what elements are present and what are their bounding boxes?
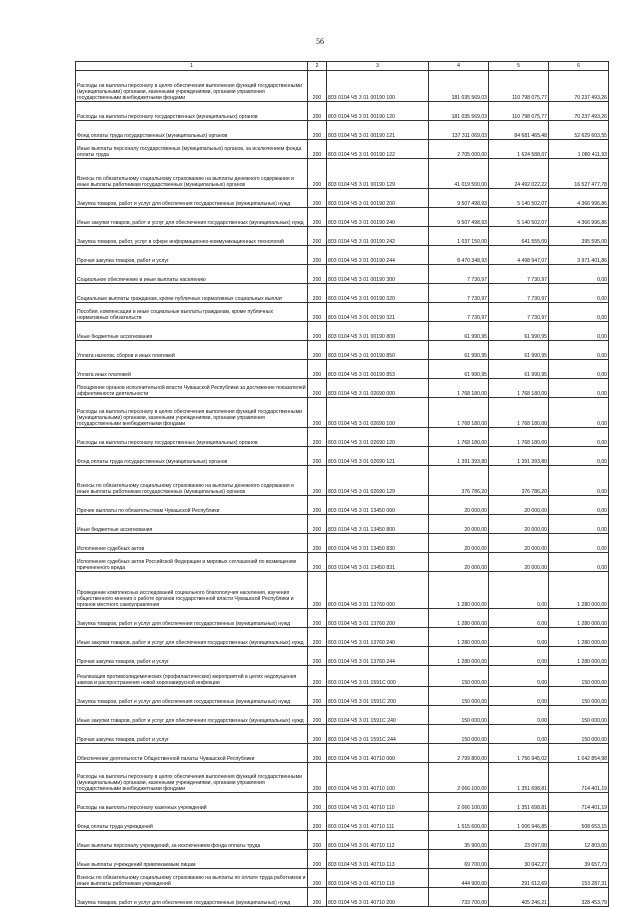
table-row: [76, 534, 609, 553]
row-name-cell: Прочая закупка товаров, работ и услуг: [76, 246, 308, 265]
table-row: [76, 322, 609, 341]
row-line-code-cell: 200: [308, 447, 327, 466]
row-executed-amount-cell: 23 097,00: [489, 831, 549, 850]
row-executed-amount-cell: 1 006 946,85: [489, 812, 549, 831]
row-classification-code-cell: 803 0104 Ч5 3 01 40710 111: [327, 812, 429, 831]
row-name-cell: Расходы на выплаты персоналу в целях обеспечения выполнения функций государственными (муниципальными) органами, казенными учреждениями, органами управления государственными внебюджетными фондами: [76, 398, 308, 428]
row-name-cell: Уплата иных платежей: [76, 360, 308, 379]
row-name-cell: Иные выплаты учреждений привлекаемым лицам: [76, 850, 308, 869]
row-remaining-amount-cell: 714 401,19: [549, 793, 609, 812]
row-approved-amount-cell: 8 470 348,93: [429, 246, 489, 265]
row-remaining-amount-cell: 150 000,00: [549, 666, 609, 687]
row-line-code-cell: 200: [308, 398, 327, 428]
row-name-cell: Проведение комплексных исследований социального благополучия населения, изучения общественного мнения о работе органов государственной власти Чувашской Республики и органов местного самоуправления: [76, 572, 308, 609]
row-approved-amount-cell: 181 035 569,03: [429, 71, 489, 102]
table-row: [76, 744, 609, 763]
row-classification-code-cell: 803 0104 Ч5 3 01 1591C 240: [327, 706, 429, 725]
row-approved-amount-cell: 2 799 800,00: [429, 744, 489, 763]
row-approved-amount-cell: 61 990,95: [429, 322, 489, 341]
table-row: [76, 428, 609, 447]
row-line-code-cell: 200: [308, 515, 327, 534]
row-line-code-cell: 200: [308, 189, 327, 208]
row-approved-amount-cell: 181 035 569,03: [429, 102, 489, 121]
row-executed-amount-cell: 1 768 180,00: [489, 428, 549, 447]
row-remaining-amount-cell: 0,00: [549, 466, 609, 496]
row-executed-amount-cell: 30 042,27: [489, 850, 549, 869]
row-executed-amount-cell: 0,00: [489, 725, 549, 744]
row-line-code-cell: 200: [308, 572, 327, 609]
row-line-code-cell: 200: [308, 303, 327, 322]
table-row: [76, 102, 609, 121]
row-name-cell: Фонд оплаты труда государственных (муниципальных) органов: [76, 121, 308, 140]
row-remaining-amount-cell: 0,00: [549, 360, 609, 379]
row-classification-code-cell: 803 0104 Ч5 3 01 02690 129: [327, 466, 429, 496]
row-approved-amount-cell: 2 066 100,00: [429, 793, 489, 812]
row-remaining-amount-cell: 4 366 996,86: [549, 189, 609, 208]
row-approved-amount-cell: 376 786,20: [429, 466, 489, 496]
table-row: [76, 628, 609, 647]
column-header-classification-code: 3: [327, 62, 429, 71]
row-line-code-cell: 200: [308, 208, 327, 227]
row-remaining-amount-cell: 0,00: [549, 553, 609, 572]
row-line-code-cell: 200: [308, 647, 327, 666]
row-name-cell: Закупка товаров, работ, услуг в сфере информационно-коммуникационных технологий: [76, 227, 308, 246]
row-remaining-amount-cell: 4 366 996,86: [549, 208, 609, 227]
row-approved-amount-cell: 20 000,00: [429, 515, 489, 534]
row-remaining-amount-cell: 150 000,00: [549, 687, 609, 706]
table-row: [76, 572, 609, 609]
row-remaining-amount-cell: 12 803,00: [549, 831, 609, 850]
table-row: [76, 812, 609, 831]
row-remaining-amount-cell: 0,00: [549, 398, 609, 428]
table-row: [76, 447, 609, 466]
row-remaining-amount-cell: 0,00: [549, 265, 609, 284]
row-name-cell: Социальное обеспечение и иные выплаты населению: [76, 265, 308, 284]
row-remaining-amount-cell: 0,00: [549, 303, 609, 322]
row-remaining-amount-cell: 508 653,15: [549, 812, 609, 831]
row-approved-amount-cell: 1 280 000,00: [429, 647, 489, 666]
row-approved-amount-cell: 61 990,95: [429, 341, 489, 360]
row-line-code-cell: 200: [308, 71, 327, 102]
row-executed-amount-cell: 0,00: [489, 647, 549, 666]
row-name-cell: Взносы по обязательному социальному страхованию на выплаты денежного содержания и иные выплаты работникам государственных (муниципальных) органов: [76, 159, 308, 189]
row-executed-amount-cell: 291 612,69: [489, 869, 549, 888]
row-executed-amount-cell: 20 000,00: [489, 553, 549, 572]
row-remaining-amount-cell: 1 280 000,00: [549, 647, 609, 666]
row-name-cell: Расходы на выплаты персоналу казенных учреждений: [76, 793, 308, 812]
row-name-cell: Закупка товаров, работ и услуг для обеспечения государственных (муниципальных) нужд: [76, 609, 308, 628]
row-name-cell: Исполнение судебных актов Российской Федерации и мировых соглашений по возмещению причиненного вреда: [76, 553, 308, 572]
row-executed-amount-cell: 0,00: [489, 572, 549, 609]
table-row: [76, 466, 609, 496]
row-classification-code-cell: 803 0104 Ч5 3 01 40710 110: [327, 793, 429, 812]
row-classification-code-cell: 803 0104 Ч5 3 01 13760 000: [327, 572, 429, 609]
row-executed-amount-cell: 1 351 698,81: [489, 793, 549, 812]
table-row: [76, 609, 609, 628]
column-header-remaining: 6: [549, 62, 609, 71]
row-approved-amount-cell: 7 730,97: [429, 265, 489, 284]
row-executed-amount-cell: 1 768 180,00: [489, 379, 549, 398]
row-name-cell: Поощрение органов исполнительной власти Чувашской Республики за достижение показателей эффективности деятельности: [76, 379, 308, 398]
row-approved-amount-cell: 35 900,00: [429, 831, 489, 850]
row-approved-amount-cell: 1 280 000,00: [429, 628, 489, 647]
row-approved-amount-cell: 1 037 150,00: [429, 227, 489, 246]
row-name-cell: Иные бюджетные ассигнования: [76, 515, 308, 534]
row-executed-amount-cell: 405 246,21: [489, 888, 549, 907]
row-name-cell: Иные закупки товаров, работ и услуг для обеспечения государственных (муниципальных) нужд: [76, 208, 308, 227]
row-executed-amount-cell: 1 624 588,07: [489, 140, 549, 159]
row-classification-code-cell: 803 0104 Ч5 3 01 00190 240: [327, 208, 429, 227]
row-classification-code-cell: 803 0104 Ч5 3 01 00190 120: [327, 102, 429, 121]
row-approved-amount-cell: 1 280 000,00: [429, 572, 489, 609]
table-row: [76, 869, 609, 888]
row-remaining-amount-cell: 0,00: [549, 515, 609, 534]
table-row: [76, 888, 609, 907]
row-executed-amount-cell: 7 730,97: [489, 284, 549, 303]
row-approved-amount-cell: 9 507 498,93: [429, 208, 489, 227]
row-line-code-cell: 200: [308, 706, 327, 725]
row-classification-code-cell: 803 0104 Ч5 3 01 02690 120: [327, 428, 429, 447]
table-row: [76, 793, 609, 812]
table-row: [76, 763, 609, 793]
row-classification-code-cell: 803 0104 Ч5 3 01 13450 830: [327, 534, 429, 553]
row-classification-code-cell: 803 0104 Ч5 3 01 00190 100: [327, 71, 429, 102]
row-executed-amount-cell: 0,00: [489, 706, 549, 725]
row-name-cell: Иные закупки товаров, работ и услуг для обеспечения государственных (муниципальных) нужд: [76, 706, 308, 725]
row-line-code-cell: 200: [308, 428, 327, 447]
table-row: [76, 379, 609, 398]
row-remaining-amount-cell: 3 971 401,86: [549, 246, 609, 265]
table-row: [76, 140, 609, 159]
row-line-code-cell: 200: [308, 687, 327, 706]
row-remaining-amount-cell: 0,00: [549, 447, 609, 466]
row-classification-code-cell: 803 0104 Ч5 3 01 02690 100: [327, 398, 429, 428]
row-executed-amount-cell: 0,00: [489, 609, 549, 628]
row-remaining-amount-cell: 1 042 854,98: [549, 744, 609, 763]
row-name-cell: Фонд оплаты труда государственных (муниципальных) органов: [76, 447, 308, 466]
table-body: [76, 71, 609, 907]
row-remaining-amount-cell: 0,00: [549, 284, 609, 303]
row-line-code-cell: 200: [308, 341, 327, 360]
row-classification-code-cell: 803 0104 Ч5 3 01 13450 800: [327, 515, 429, 534]
row-line-code-cell: 200: [308, 725, 327, 744]
table-row: [76, 341, 609, 360]
row-remaining-amount-cell: 153 287,31: [549, 869, 609, 888]
row-classification-code-cell: 803 0104 Ч5 3 01 40710 112: [327, 831, 429, 850]
column-header-name: 1: [76, 62, 308, 71]
row-approved-amount-cell: 69 700,00: [429, 850, 489, 869]
row-executed-amount-cell: 61 990,95: [489, 360, 549, 379]
row-name-cell: Пособия, компенсации и иные социальные выплаты гражданам, кроме публичных нормативных обязательств: [76, 303, 308, 322]
row-executed-amount-cell: 5 140 502,07: [489, 189, 549, 208]
row-remaining-amount-cell: 70 237 493,26: [549, 71, 609, 102]
row-line-code-cell: 200: [308, 227, 327, 246]
row-approved-amount-cell: 150 000,00: [429, 666, 489, 687]
row-approved-amount-cell: 733 700,00: [429, 888, 489, 907]
row-executed-amount-cell: 110 798 075,77: [489, 102, 549, 121]
column-header-approved: 4: [429, 62, 489, 71]
table-row: [76, 227, 609, 246]
row-classification-code-cell: 803 0104 Ч5 3 01 40710 200: [327, 888, 429, 907]
row-name-cell: Реализация противоэпидемических (профилактических) мероприятий в целях недопущения завоза и распространения новой коронавирусной инфекции: [76, 666, 308, 687]
row-classification-code-cell: 803 0104 Ч5 3 01 02690 121: [327, 447, 429, 466]
row-line-code-cell: 200: [308, 744, 327, 763]
row-classification-code-cell: 803 0104 Ч5 3 01 00190 244: [327, 246, 429, 265]
row-line-code-cell: 200: [308, 246, 327, 265]
table-row: [76, 496, 609, 515]
row-remaining-amount-cell: 1 280 000,00: [549, 628, 609, 647]
table-row: [76, 553, 609, 572]
table-row: [76, 398, 609, 428]
row-approved-amount-cell: 20 000,00: [429, 553, 489, 572]
row-line-code-cell: 200: [308, 265, 327, 284]
row-line-code-cell: 200: [308, 284, 327, 303]
row-name-cell: Иные закупки товаров, работ и услуг для обеспечения государственных (муниципальных) нужд: [76, 628, 308, 647]
row-name-cell: Закупка товаров, работ и услуг для обеспечения государственных (муниципальных) нужд: [76, 189, 308, 208]
row-classification-code-cell: 803 0104 Ч5 3 01 40710 100: [327, 763, 429, 793]
row-classification-code-cell: 803 0104 Ч5 3 01 02690 000: [327, 379, 429, 398]
row-name-cell: Расходы на выплаты персоналу государственных (муниципальных) органов: [76, 102, 308, 121]
row-classification-code-cell: 803 0104 Ч5 3 01 40710 000: [327, 744, 429, 763]
table-row: [76, 71, 609, 102]
row-name-cell: Расходы на выплаты персоналу государственных (муниципальных) органов: [76, 428, 308, 447]
row-executed-amount-cell: 7 730,97: [489, 303, 549, 322]
row-approved-amount-cell: 41 019 500,00: [429, 159, 489, 189]
row-line-code-cell: 200: [308, 831, 327, 850]
column-header-line-code: 2: [308, 62, 327, 71]
row-remaining-amount-cell: 328 453,79: [549, 888, 609, 907]
table-row: [76, 303, 609, 322]
row-approved-amount-cell: 137 311 069,03: [429, 121, 489, 140]
table-row: [76, 189, 609, 208]
row-approved-amount-cell: 444 900,00: [429, 869, 489, 888]
row-line-code-cell: 200: [308, 534, 327, 553]
row-approved-amount-cell: 1 391 393,80: [429, 447, 489, 466]
table-row: [76, 706, 609, 725]
row-approved-amount-cell: 1 280 000,00: [429, 609, 489, 628]
row-remaining-amount-cell: 1 280 000,00: [549, 609, 609, 628]
row-name-cell: Иные выплаты персоналу учреждений, за исключением фонда оплаты труда: [76, 831, 308, 850]
row-classification-code-cell: 803 0104 Ч5 3 01 1591C 000: [327, 666, 429, 687]
row-remaining-amount-cell: 0,00: [549, 496, 609, 515]
table-row: [76, 159, 609, 189]
page-number: 56: [316, 37, 324, 46]
row-name-cell: Закупка товаров, работ и услуг для обеспечения государственных (муниципальных) нужд: [76, 888, 308, 907]
row-name-cell: Прочая закупка товаров, работ и услуг: [76, 725, 308, 744]
row-classification-code-cell: 803 0104 Ч5 3 01 00190 321: [327, 303, 429, 322]
row-line-code-cell: 200: [308, 121, 327, 140]
table-row: [76, 265, 609, 284]
row-approved-amount-cell: 9 507 498,93: [429, 189, 489, 208]
row-remaining-amount-cell: 39 657,73: [549, 850, 609, 869]
row-classification-code-cell: 803 0104 Ч5 3 01 1591C 200: [327, 687, 429, 706]
row-remaining-amount-cell: 16 527 477,78: [549, 159, 609, 189]
table-row: [76, 687, 609, 706]
row-approved-amount-cell: 7 730,97: [429, 303, 489, 322]
row-executed-amount-cell: 1 756 945,02: [489, 744, 549, 763]
row-approved-amount-cell: 1 515 600,00: [429, 812, 489, 831]
row-name-cell: Взносы по обязательному социальному страхованию на выплаты денежного содержания и иные выплаты работникам государственных (муниципальных) органов: [76, 466, 308, 496]
row-remaining-amount-cell: 0,00: [549, 341, 609, 360]
row-executed-amount-cell: 0,00: [489, 628, 549, 647]
row-name-cell: Взносы по обязательному социальному страхованию на выплаты по оплате труда работников и иные выплаты работникам учреждений: [76, 869, 308, 888]
row-remaining-amount-cell: 0,00: [549, 322, 609, 341]
row-name-cell: Расходы на выплаты персоналу в целях обеспечения выполнения функций государственными (муниципальными) органами, казенными учреждениями, органами управления государственными внебюджетными фондами: [76, 71, 308, 102]
row-line-code-cell: 200: [308, 812, 327, 831]
row-classification-code-cell: 803 0104 Ч5 3 01 13760 244: [327, 647, 429, 666]
table-row: [76, 850, 609, 869]
row-executed-amount-cell: 20 000,00: [489, 496, 549, 515]
row-executed-amount-cell: 61 990,95: [489, 322, 549, 341]
row-line-code-cell: 200: [308, 609, 327, 628]
table-row: [76, 208, 609, 227]
row-classification-code-cell: 803 0104 Ч5 3 01 40710 113: [327, 850, 429, 869]
row-line-code-cell: 200: [308, 496, 327, 515]
row-executed-amount-cell: 4 498 947,07: [489, 246, 549, 265]
row-executed-amount-cell: 20 000,00: [489, 534, 549, 553]
row-classification-code-cell: 803 0104 Ч5 3 01 1591C 244: [327, 725, 429, 744]
row-classification-code-cell: 803 0104 Ч5 3 01 00190 800: [327, 322, 429, 341]
row-remaining-amount-cell: 395 595,00: [549, 227, 609, 246]
row-executed-amount-cell: 20 000,00: [489, 515, 549, 534]
row-approved-amount-cell: 1 768 180,00: [429, 398, 489, 428]
budget-execution-table: [75, 61, 609, 907]
row-approved-amount-cell: 1 768 180,00: [429, 428, 489, 447]
row-approved-amount-cell: 150 000,00: [429, 706, 489, 725]
row-remaining-amount-cell: 150 000,00: [549, 706, 609, 725]
row-approved-amount-cell: 150 000,00: [429, 725, 489, 744]
row-classification-code-cell: 803 0104 Ч5 3 01 00190 200: [327, 189, 429, 208]
row-line-code-cell: 200: [308, 763, 327, 793]
row-remaining-amount-cell: 0,00: [549, 428, 609, 447]
row-executed-amount-cell: 110 798 075,77: [489, 71, 549, 102]
table-row: [76, 647, 609, 666]
row-approved-amount-cell: 2 705 000,00: [429, 140, 489, 159]
row-executed-amount-cell: 0,00: [489, 666, 549, 687]
table-row: [76, 831, 609, 850]
row-remaining-amount-cell: 52 629 603,55: [549, 121, 609, 140]
row-line-code-cell: 200: [308, 140, 327, 159]
row-line-code-cell: 200: [308, 793, 327, 812]
row-name-cell: Иные бюджетные ассигнования: [76, 322, 308, 341]
row-executed-amount-cell: 61 990,95: [489, 341, 549, 360]
row-line-code-cell: 200: [308, 360, 327, 379]
row-remaining-amount-cell: 1 280 000,00: [549, 572, 609, 609]
table-row: [76, 246, 609, 265]
table-row: [76, 666, 609, 687]
table-row: [76, 121, 609, 140]
row-classification-code-cell: 803 0104 Ч5 3 01 00190 850: [327, 341, 429, 360]
row-line-code-cell: 200: [308, 322, 327, 341]
row-classification-code-cell: 803 0104 Ч5 3 01 13760 240: [327, 628, 429, 647]
row-line-code-cell: 200: [308, 466, 327, 496]
row-classification-code-cell: 803 0104 Ч5 3 01 13450 000: [327, 496, 429, 515]
row-line-code-cell: 200: [308, 888, 327, 907]
row-line-code-cell: 200: [308, 869, 327, 888]
row-classification-code-cell: 803 0104 Ч5 3 01 00190 242: [327, 227, 429, 246]
row-line-code-cell: 200: [308, 553, 327, 572]
row-classification-code-cell: 803 0104 Ч5 3 01 00190 300: [327, 265, 429, 284]
row-name-cell: Иные выплаты персоналу государственных (муниципальных) органов, за исключением фонда оплаты труда: [76, 140, 308, 159]
table-row: [76, 725, 609, 744]
row-name-cell: Исполнение судебных актов: [76, 534, 308, 553]
row-executed-amount-cell: 24 492 022,22: [489, 159, 549, 189]
row-remaining-amount-cell: 0,00: [549, 534, 609, 553]
row-approved-amount-cell: 2 066 100,00: [429, 763, 489, 793]
row-executed-amount-cell: 7 730,97: [489, 265, 549, 284]
row-approved-amount-cell: 150 000,00: [429, 687, 489, 706]
row-name-cell: Закупка товаров, работ и услуг для обеспечения государственных (муниципальных) нужд: [76, 687, 308, 706]
row-executed-amount-cell: 1 351 698,81: [489, 763, 549, 793]
row-classification-code-cell: 803 0104 Ч5 3 01 13760 200: [327, 609, 429, 628]
row-line-code-cell: 200: [308, 666, 327, 687]
table-row: [76, 360, 609, 379]
row-line-code-cell: 200: [308, 379, 327, 398]
column-header-executed: 5: [489, 62, 549, 71]
row-approved-amount-cell: 20 000,00: [429, 534, 489, 553]
row-remaining-amount-cell: 70 237 493,26: [549, 102, 609, 121]
row-classification-code-cell: 803 0104 Ч5 3 01 00190 122: [327, 140, 429, 159]
row-remaining-amount-cell: 1 080 411,93: [549, 140, 609, 159]
row-line-code-cell: 200: [308, 850, 327, 869]
row-name-cell: Прочая закупка товаров, работ и услуг: [76, 647, 308, 666]
row-name-cell: Социальные выплаты гражданам, кроме публичных нормативных социальных выплат: [76, 284, 308, 303]
row-name-cell: Прочие выплаты по обязательствам Чувашской Республики: [76, 496, 308, 515]
row-remaining-amount-cell: 714 401,19: [549, 763, 609, 793]
table-header-row: [76, 62, 609, 71]
row-approved-amount-cell: 7 730,97: [429, 284, 489, 303]
row-name-cell: Обеспечение деятельности Общественной палаты Чувашской Республики: [76, 744, 308, 763]
row-executed-amount-cell: 84 681 465,48: [489, 121, 549, 140]
row-executed-amount-cell: 1 768 180,00: [489, 398, 549, 428]
row-line-code-cell: 200: [308, 102, 327, 121]
row-classification-code-cell: 803 0104 Ч5 3 01 40710 119: [327, 869, 429, 888]
row-name-cell: Уплата налогов, сборов и иных платежей: [76, 341, 308, 360]
row-classification-code-cell: 803 0104 Ч5 3 01 00190 121: [327, 121, 429, 140]
row-classification-code-cell: 803 0104 Ч5 3 01 00190 853: [327, 360, 429, 379]
table-row: [76, 284, 609, 303]
row-executed-amount-cell: 376 786,20: [489, 466, 549, 496]
row-line-code-cell: 200: [308, 159, 327, 189]
row-classification-code-cell: 803 0104 Ч5 3 01 13450 831: [327, 553, 429, 572]
row-approved-amount-cell: 1 768 180,00: [429, 379, 489, 398]
row-executed-amount-cell: 0,00: [489, 687, 549, 706]
row-line-code-cell: 200: [308, 628, 327, 647]
row-executed-amount-cell: 5 140 502,07: [489, 208, 549, 227]
row-executed-amount-cell: 1 391 393,80: [489, 447, 549, 466]
row-classification-code-cell: 803 0104 Ч5 3 01 00190 320: [327, 284, 429, 303]
row-name-cell: Фонд оплаты труда учреждений: [76, 812, 308, 831]
row-executed-amount-cell: 641 555,00: [489, 227, 549, 246]
row-approved-amount-cell: 20 000,00: [429, 496, 489, 515]
table-row: [76, 515, 609, 534]
row-name-cell: Расходы на выплаты персоналу в целях обеспечения выполнения функций государственными (муниципальными) органами, казенными учреждениями, органами управления государственными внебюджетными фондами: [76, 763, 308, 793]
row-remaining-amount-cell: 150 000,00: [549, 725, 609, 744]
row-approved-amount-cell: 61 990,95: [429, 360, 489, 379]
row-classification-code-cell: 803 0104 Ч5 3 01 00190 129: [327, 159, 429, 189]
row-remaining-amount-cell: 0,00: [549, 379, 609, 398]
